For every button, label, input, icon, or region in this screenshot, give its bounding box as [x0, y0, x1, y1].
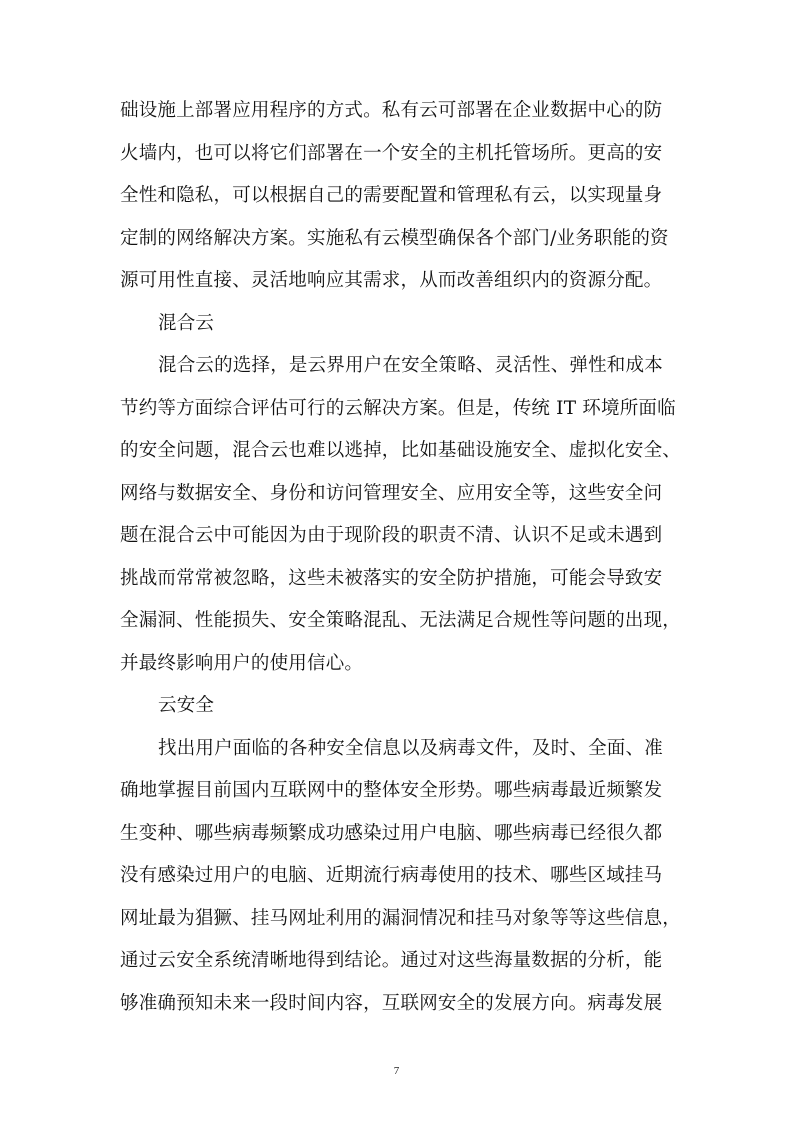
- text-line: 找出用户面临的各种安全信息以及病毒文件，及时、全面、准: [158, 737, 663, 759]
- text-line: 网址最为猖獗、挂马网址利用的漏洞情况和挂马对象等等这些信息，: [120, 907, 682, 929]
- text-line: 础设施上部署应用程序的方式。私有云可部署在企业数据中心的防: [120, 100, 663, 121]
- text-line: 的安全问题，混合云也难以逃掉，比如基础设施安全、虚拟化安全、: [120, 440, 682, 461]
- text-line: 混合云的选择，是云界用户在安全策略、灵活性、弹性和成本: [158, 355, 663, 376]
- body-text: [120, 90, 682, 1025]
- text-line: 挑战而常常被忽略，这些未被落实的安全防护措施，可能会导致安: [120, 567, 663, 589]
- text-line: 题在混合云中可能因为由于现阶段的职责不清、认识不足或未遇到: [120, 525, 663, 546]
- text-line: 火墙内，也可以将它们部署在一个安全的主机托管场所。更高的安: [120, 142, 663, 164]
- text-line: 全性和隐私，可以根据自己的需要配置和管理私有云，以实现量身: [120, 185, 663, 206]
- text-line: 定制的网络解决方案。实施私有云模型确保各个部门/业务职能的资: [120, 227, 669, 249]
- text-line: 全漏洞、性能损失、安全策略混乱、无法满足合规性等问题的出现，: [120, 610, 682, 631]
- paragraph: [120, 90, 669, 303]
- text-line: 没有感染过用户的电脑、近期流行病毒使用的技术、哪些区域挂马: [120, 865, 663, 886]
- text-line: 网络与数据安全、身份和访问管理安全、应用安全等，这些安全问: [120, 482, 663, 504]
- text-line: 云安全: [158, 695, 215, 716]
- text-line: 源可用性直接、灵活地响应其需求，从而改善组织内的资源分配。: [120, 270, 663, 291]
- text-line: 通过云安全系统清晰地得到结论。通过对这些海量数据的分析，能: [120, 950, 663, 971]
- text-line: 够准确预知未来一段时间内容，互联网安全的发展方向。病毒发展: [120, 992, 663, 1014]
- paragraph: [120, 345, 682, 685]
- page-number: 7: [393, 1065, 400, 1077]
- text-line: 节约等方面综合评估可行的云解决方案。但是，传统 IT 环境所面临: [120, 397, 676, 419]
- text-line: 确地掌握目前国内互联网中的整体安全形势。哪些病毒最近频繁发: [120, 780, 663, 801]
- text-line: 混合云: [158, 312, 215, 334]
- paragraph: [120, 728, 682, 1026]
- section-heading: [120, 303, 666, 346]
- text-line: 并最终影响用户的使用信心。: [120, 652, 364, 674]
- text-line: 生变种、哪些病毒频繁成功感染过用户电脑、哪些病毒已经很久都: [120, 822, 663, 844]
- section-heading: [120, 685, 666, 728]
